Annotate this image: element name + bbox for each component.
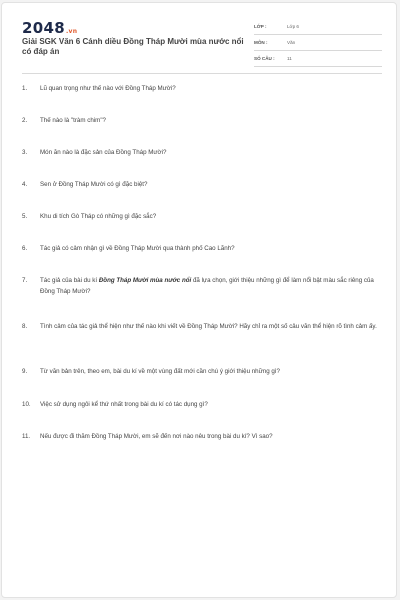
question-text: Khu di tích Gò Tháp có những gì đặc sắc? <box>40 213 157 220</box>
question-number: 3. <box>22 149 28 156</box>
document-title: Giải SGK Văn 6 Cánh diều Đồng Tháp Mười mùa nước nổi có đáp án <box>22 37 244 56</box>
logo-tld: .vn <box>65 28 78 35</box>
question-text: Việc sử dụng ngôi kể thứ nhất trong bài du kí có tác dụng gì? <box>40 401 208 408</box>
document-header <box>22 19 382 67</box>
question-item <box>22 179 382 190</box>
question-text: Tác giả có cảm nhận gì về Đồng Tháp Mười qua thành phố Cao Lãnh? <box>40 245 235 252</box>
question-text: Sen ở Đồng Tháp Mười có gì đặc biệt? <box>40 181 148 188</box>
question-item <box>22 366 382 377</box>
document-page <box>1 2 397 598</box>
meta-value-mon: Văn <box>287 40 296 45</box>
question-item <box>22 399 382 410</box>
question-text: Món ăn nào là đặc sản của Đồng Tháp Mười? <box>40 149 167 156</box>
question-item <box>22 275 382 297</box>
meta-row-mon <box>254 35 382 51</box>
question-item <box>22 83 382 94</box>
question-text: Từ văn bản trên, theo em, bài du kí về một vùng đất mới cần chú ý giới thiệu những gì? <box>40 368 280 375</box>
question-item <box>22 243 382 254</box>
question-number: 9. <box>22 368 28 375</box>
question-item <box>22 115 382 126</box>
meta-row-lop <box>254 19 382 35</box>
logo-text: 2048 <box>22 19 65 37</box>
question-text-title: Đồng Tháp Mười mùa nước nổi <box>98 277 192 284</box>
question-number: 7. <box>22 277 28 284</box>
header-divider <box>22 73 382 74</box>
question-number: 5. <box>22 213 28 220</box>
meta-label-socau: SỐ CÂU : <box>254 56 275 61</box>
question-number: 6. <box>22 245 28 252</box>
question-item <box>22 211 382 222</box>
question-number: 10. <box>22 401 31 408</box>
meta-value-lop: Lớp 6 <box>287 24 299 29</box>
question-number: 1. <box>22 85 28 92</box>
question-text <box>40 275 382 297</box>
question-text-after: đã lựa chọn, giới thiệu những gì để làm nổi bật màu sắc riêng của Đồng Tháp Mười? <box>40 277 374 295</box>
question-item <box>22 321 382 332</box>
question-number: 11. <box>22 433 31 440</box>
meta-value-socau: 11 <box>287 56 292 61</box>
question-text: Lũ quan trọng như thế nào với Đồng Tháp Mười? <box>40 85 176 92</box>
question-text: Tình cảm của tác giả thể hiện như thế nào khi viết về Đồng Tháp Mười? Hãy chỉ ra một số câu văn thể hiện rõ tình cảm ấy. <box>40 323 377 330</box>
meta-label-lop: LỚP : <box>254 24 267 29</box>
question-number: 8. <box>22 323 28 330</box>
question-item <box>22 147 382 158</box>
site-logo[interactable] <box>22 19 77 37</box>
question-number: 2. <box>22 117 28 124</box>
question-item <box>22 431 382 442</box>
question-text-before: Tác giả của bài du kí <box>40 277 99 284</box>
meta-label-mon: MÔN : <box>254 40 268 45</box>
question-text: Thế nào là "tràm chim"? <box>40 117 106 124</box>
question-text: Nếu được đi thăm Đồng Tháp Mười, em sẽ đến nơi nào nêu trong bài du kí? Vì sao? <box>40 433 273 440</box>
meta-row-socau <box>254 51 382 67</box>
question-number: 4. <box>22 181 28 188</box>
meta-table <box>254 19 382 67</box>
